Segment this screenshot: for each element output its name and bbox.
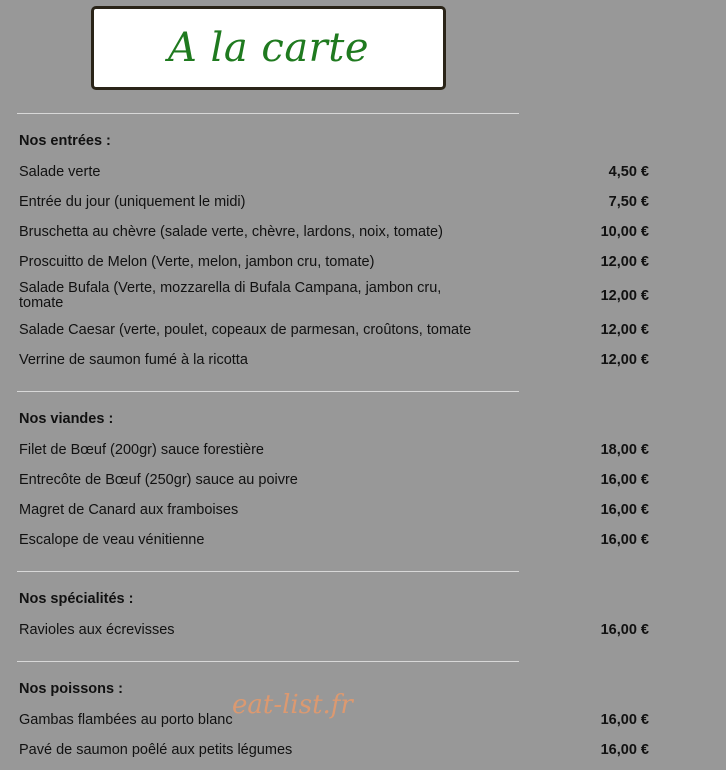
menu-item-name: Escalope de veau vénitienne <box>19 531 205 548</box>
section-heading: Nos viandes : <box>19 411 114 427</box>
menu-item <box>19 351 649 369</box>
menu-item <box>19 193 649 211</box>
section-heading: Nos spécialités : <box>19 591 134 607</box>
watermark-text: eat-list.fr <box>232 690 353 720</box>
menu-item-name: Magret de Canard aux framboises <box>19 501 239 518</box>
menu-item-name: Gambas flambées au porto blanc <box>19 711 233 728</box>
section-divider <box>17 391 519 392</box>
menu-item <box>19 280 649 312</box>
menu-item <box>19 163 649 181</box>
menu-item-name: Salade Caesar (verte, poulet, copeaux de parmesan, croûtons, tomate <box>19 321 472 338</box>
menu-item-price: 10,00 € <box>600 224 649 240</box>
menu-item <box>19 531 649 549</box>
menu-item <box>19 253 649 271</box>
menu-item-price: 7,50 € <box>608 194 649 210</box>
menu-item-name: Verrine de saumon fumé à la ricotta <box>19 351 248 368</box>
menu-item-price: 16,00 € <box>600 532 649 548</box>
section-heading: Nos entrées : <box>19 133 111 149</box>
menu-item <box>19 621 649 639</box>
section-divider <box>17 571 519 572</box>
menu-item-name: Entrecôte de Bœuf (250gr) sauce au poivre <box>19 471 298 488</box>
menu-item-price: 4,50 € <box>608 164 649 180</box>
menu-item-name: Filet de Bœuf (200gr) sauce forestière <box>19 441 264 458</box>
menu-item-price: 12,00 € <box>600 254 649 270</box>
menu-item-price: 12,00 € <box>600 288 649 304</box>
menu-item-name: Pavé de saumon poêlé aux petits légumes <box>19 741 293 758</box>
menu-item <box>19 741 649 759</box>
menu-item-price: 12,00 € <box>600 322 649 338</box>
menu-item-name: Bruschetta au chèvre (salade verte, chèvre, lardons, noix, tomate) <box>19 223 443 240</box>
menu-item <box>19 321 649 339</box>
menu-item-price: 16,00 € <box>600 622 649 638</box>
menu-item-name: Salade Bufala (Verte, mozzarella di Bufala Campana, jambon cru, tomate <box>19 280 442 311</box>
menu-item-name: Ravioles aux écrevisses <box>19 621 175 638</box>
menu-item-name: Salade verte <box>19 163 101 180</box>
section-divider <box>17 113 519 114</box>
menu-item <box>19 441 649 459</box>
menu-item-price: 16,00 € <box>600 742 649 758</box>
menu-item-name: Entrée du jour (uniquement le midi) <box>19 193 246 210</box>
menu-item-price: 18,00 € <box>600 442 649 458</box>
page-title: A la carte <box>167 25 370 71</box>
menu-item-price: 12,00 € <box>600 352 649 368</box>
section-divider <box>17 661 519 662</box>
menu-item <box>19 501 649 519</box>
menu-item-price: 16,00 € <box>600 472 649 488</box>
section-heading: Nos poissons : <box>19 681 123 697</box>
menu-item-price: 16,00 € <box>600 502 649 518</box>
menu-item <box>19 471 649 489</box>
menu-item-name: Proscuitto de Melon (Verte, melon, jambon cru, tomate) <box>19 253 375 270</box>
menu-item-price: 16,00 € <box>600 712 649 728</box>
menu-item <box>19 223 649 241</box>
